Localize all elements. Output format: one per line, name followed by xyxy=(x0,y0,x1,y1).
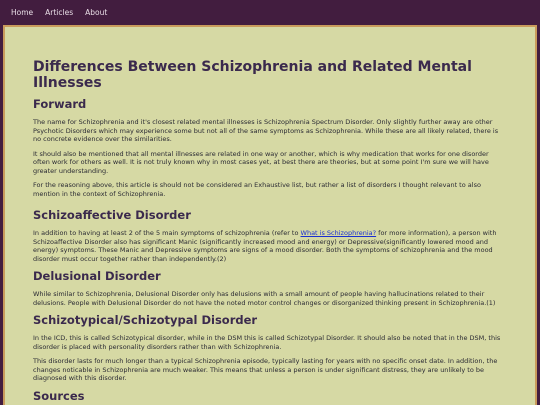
heading-schizoaffective: Schizoaffective Disorder xyxy=(33,208,191,222)
article-container xyxy=(3,25,537,405)
top-nav xyxy=(0,0,540,25)
heading-forward: Forward xyxy=(33,97,87,111)
schizotypical-paragraph-2: This disorder lasts for much longer than a typical Schizophrenia episode, typically lasting for years with no specific onset date. In addition, the changes noticable in Schizophrenia are much weaker. This means that unless a person is under significant distress, they are unlikely to be diagnosed with this disorder. xyxy=(33,357,498,382)
section-schizoaffective xyxy=(33,208,507,263)
forward-paragraph-1: The name for Schizophrenia and it's closest related mental illnesses is Schizophrenia Spectrum Disorder. Only slightly further away are other Psychotic Disorders which may experience some but not all of the same symptoms as Schizophrenia. While these are all likely related, there is no concrete evidence over the similarities. xyxy=(33,118,499,143)
forward-paragraph-2: It should also be mentioned that all mental illnesses are related in one way or another, which is why medication that works for one disorder often work for others as well. It is not truly known why in most cases yet, at best there are theories, but at some point I'm sure we will have greater understanding. xyxy=(33,149,489,175)
article-title: Differences Between Schizophrenia and Related Mental Illnesses xyxy=(33,59,472,91)
what-is-schizophrenia-link[interactable]: What is Schizophrenia? xyxy=(300,229,377,237)
schizoaffective-paragraph-1: In addition to having at least 2 of the 5 main symptoms of schizophrenia (refer to What is Schizophrenia? for more information), a person with Schizoaffective Disorder also has significant Manic (significantly increased mood and energy) or Depressive(significantly lowered mood and energy) symptoms. These Manic and Depressive symptoms are signs of a mood disorder. Both the symptoms of schizophrenia and the mood disorder must occur together rather than independently.(2) xyxy=(33,229,497,263)
heading-sources: Sources xyxy=(33,388,85,403)
nav-articles-link[interactable]: Articles xyxy=(45,8,74,17)
forward-paragraph-3: For the reasoning above, this article is should not be considered an Exhaustive list, but rather a list of disorders I thought relevant to also mention in the context of Schizophrenia. xyxy=(33,181,481,198)
schizotypical-paragraph-1: In the ICD, this is called Schizotypical disorder, while in the DSM this is called Schizotypal Disorder. It should also be noted that in the DSM, this disorder is placed with personality disorders rather than with Schizophrenia. xyxy=(33,334,501,351)
section-forward xyxy=(33,97,507,198)
nav-home-link[interactable]: Home xyxy=(11,8,34,17)
delusional-paragraph-1: While similar to Schizophrenia, Delusional Disorder only has delusions with a small amount of people having hallucinations related to their delusions. People with Delusional Disorder do not have the noted motor control changes or disorganized thinking present in Schizophrenia.(1) xyxy=(33,290,496,307)
nav-about-link[interactable]: About xyxy=(85,8,108,17)
heading-schizotypical: Schizotypical/Schizotypal Disorder xyxy=(33,313,258,327)
article-body xyxy=(5,27,535,403)
section-schizotypical xyxy=(33,313,507,383)
section-delusional xyxy=(33,269,507,307)
section-sources xyxy=(33,389,507,403)
heading-delusional: Delusional Disorder xyxy=(33,269,161,283)
